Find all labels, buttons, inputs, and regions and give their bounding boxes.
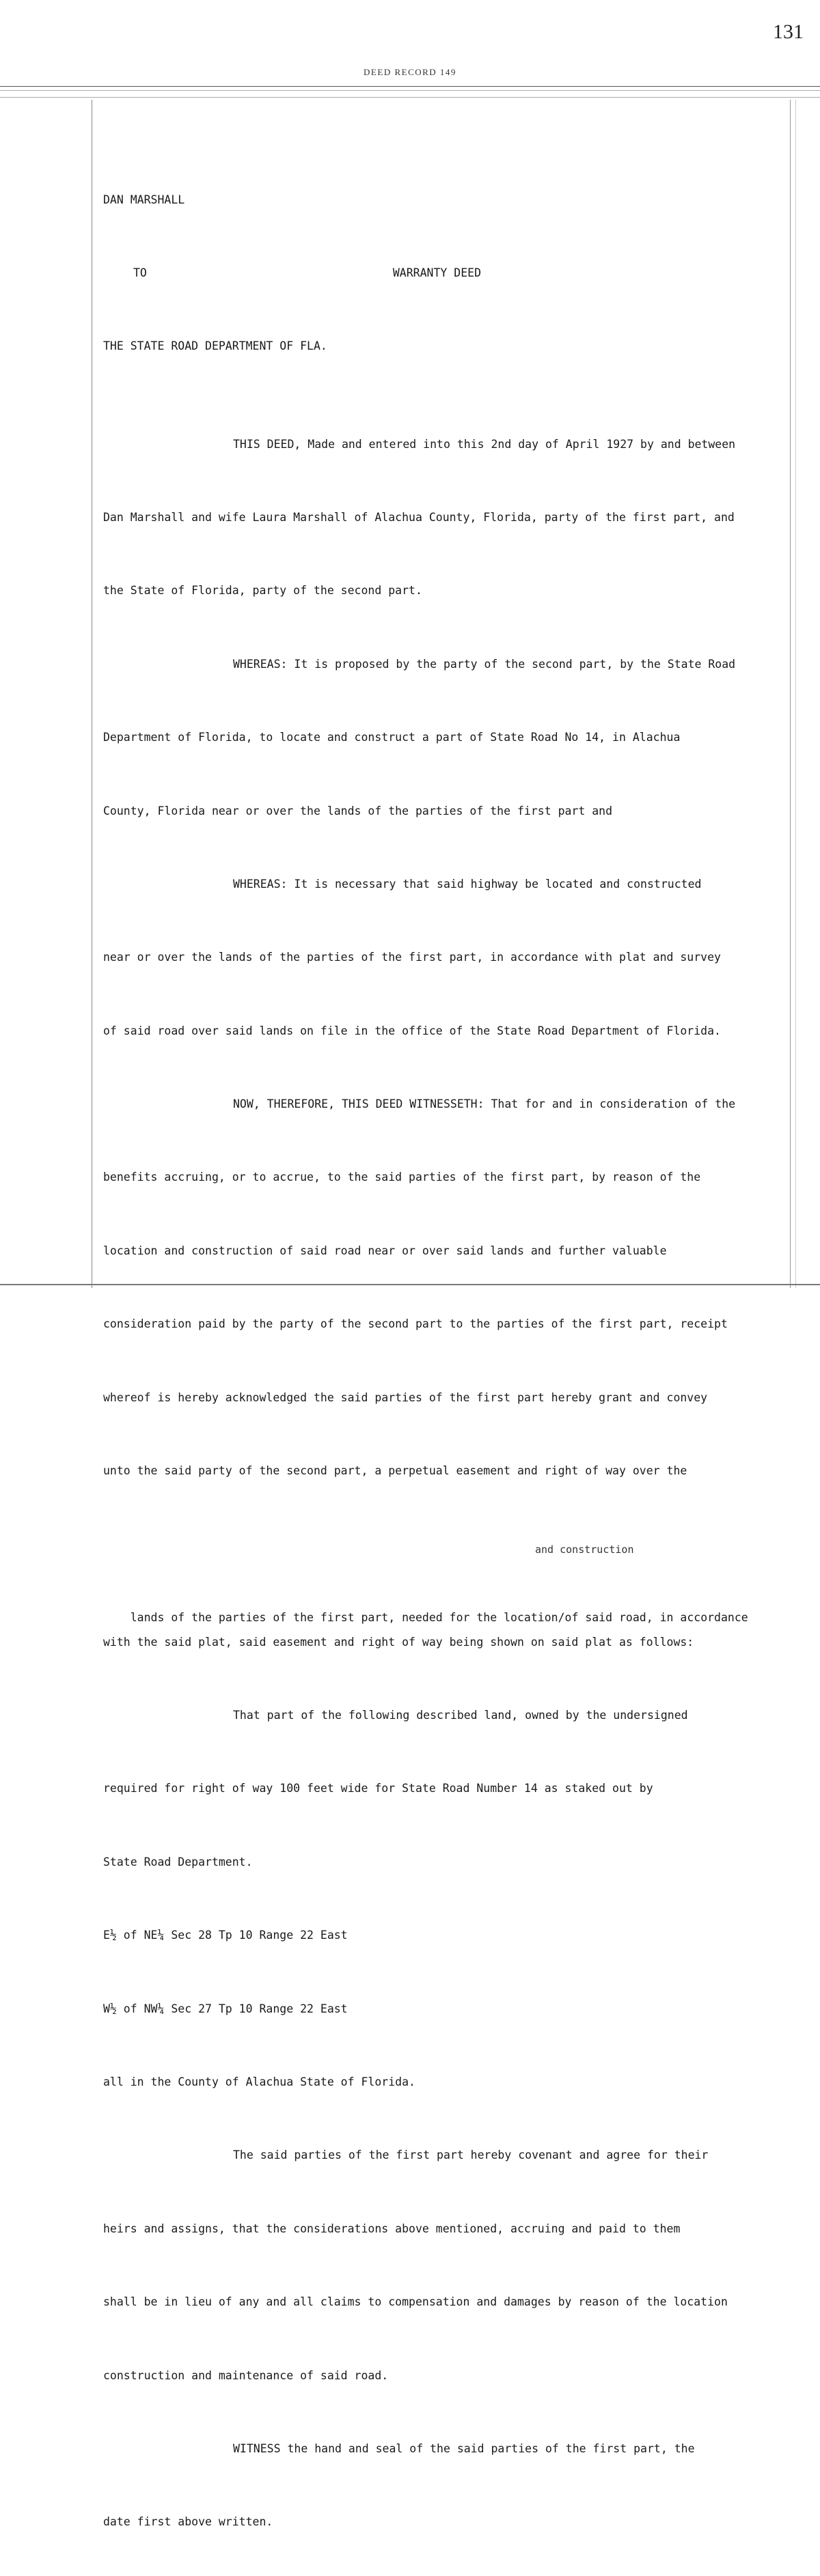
interlinear-insertion: and construction [535, 1543, 634, 1556]
body-line: with the said plat, said easement and right of way being shown on said plat as follows: [103, 1635, 694, 1649]
body-line: of said road over said lands on file in the office of the State Road Department of Florida. [103, 1024, 721, 1037]
body-line: WHEREAS: It is proposed by the party of the second part, by the State Road [233, 657, 736, 671]
body-line: The said parties of the first part hereby covenant and agree for their [233, 2148, 709, 2162]
doc-type-title: WARRANTY DEED [392, 266, 482, 279]
body-line: whereof is hereby acknowledged the said parties of the first part hereby grant and convey [103, 1390, 708, 1404]
header-rule-thin [0, 90, 820, 91]
body-line: heirs and assigns, that the considerations above mentioned, accruing and paid to them [103, 2222, 681, 2235]
grantor-line: DAN MARSHALL [103, 193, 185, 206]
body-line: date first above written. [103, 2515, 273, 2529]
body-line: unto the said party of the second part, a perpetual easement and right of way over the [103, 1464, 687, 1478]
page-number: 131 [773, 20, 804, 43]
body-line: WHEREAS: It is necessary that said highway be located and constructed [233, 877, 702, 891]
body-line: That part of the following described land, owned by the undersigned [233, 1709, 688, 1722]
to-label: TO [133, 266, 147, 279]
land-description: E½ of NE¼ Sec 28 Tp 10 Range 22 East [103, 1929, 348, 1942]
body-line: Department of Florida, to locate and construct a part of State Road No 14, in Alachua [103, 731, 681, 744]
body-line: the State of Florida, party of the second part. [103, 584, 422, 598]
body-line: near or over the lands of the parties of the first part, in accordance with plat and survey [103, 951, 721, 964]
to-doc-type-line [103, 261, 787, 285]
body-line: WITNESS the hand and seal of the said parties of the first part, the [233, 2441, 695, 2455]
body-line: all in the County of Alachua State of Florida. [103, 2075, 415, 2088]
running-head: DEED RECORD 149 [364, 67, 456, 77]
body-line: lands of the parties of the first part, needed for the location/of said road, in accordance [130, 1610, 748, 1624]
land-description: W½ of NW¼ Sec 27 Tp 10 Range 22 East [103, 2002, 348, 2015]
body-line: benefits accruing, or to accrue, to the said parties of the first part, by reason of the [103, 1171, 701, 1184]
body-line: State Road Department. [103, 1855, 253, 1868]
right-margin-line-outer [795, 100, 796, 1288]
body-line: location and construction of said road near or over said lands and further valuable [103, 1244, 667, 1257]
body-line: required for right of way 100 feet wide for State Road Number 14 as staked out by [103, 1782, 653, 1795]
body-line: NOW, THEREFORE, THIS DEED WITNESSETH: That for and in consideration of the [233, 1097, 736, 1111]
body-line: Dan Marshall and wife Laura Marshall of Alachua County, Florida, party of the first part, and [103, 510, 735, 524]
body-line: THIS DEED, Made and entered into this 2nd day of April 1927 by and between [233, 437, 736, 451]
right-margin-line [790, 100, 791, 1288]
body-line: construction and maintenance of said road. [103, 2368, 389, 2382]
header-rule-lower [0, 97, 820, 98]
bottom-rule [0, 1284, 820, 1285]
deed-document [103, 139, 787, 2576]
body-line-with-insertion [103, 1543, 787, 1624]
body-line: consideration paid by the party of the second part to the parties of the first part, receipt [103, 1317, 728, 1331]
grantee-line: THE STATE ROAD DEPARTMENT OF FLA. [103, 339, 327, 353]
header-rule [0, 86, 820, 87]
body-line: County, Florida near or over the lands of the parties of the first part and [103, 804, 613, 817]
body-line: shall be in lieu of any and all claims to compensation and damages by reason of the location [103, 2295, 728, 2309]
